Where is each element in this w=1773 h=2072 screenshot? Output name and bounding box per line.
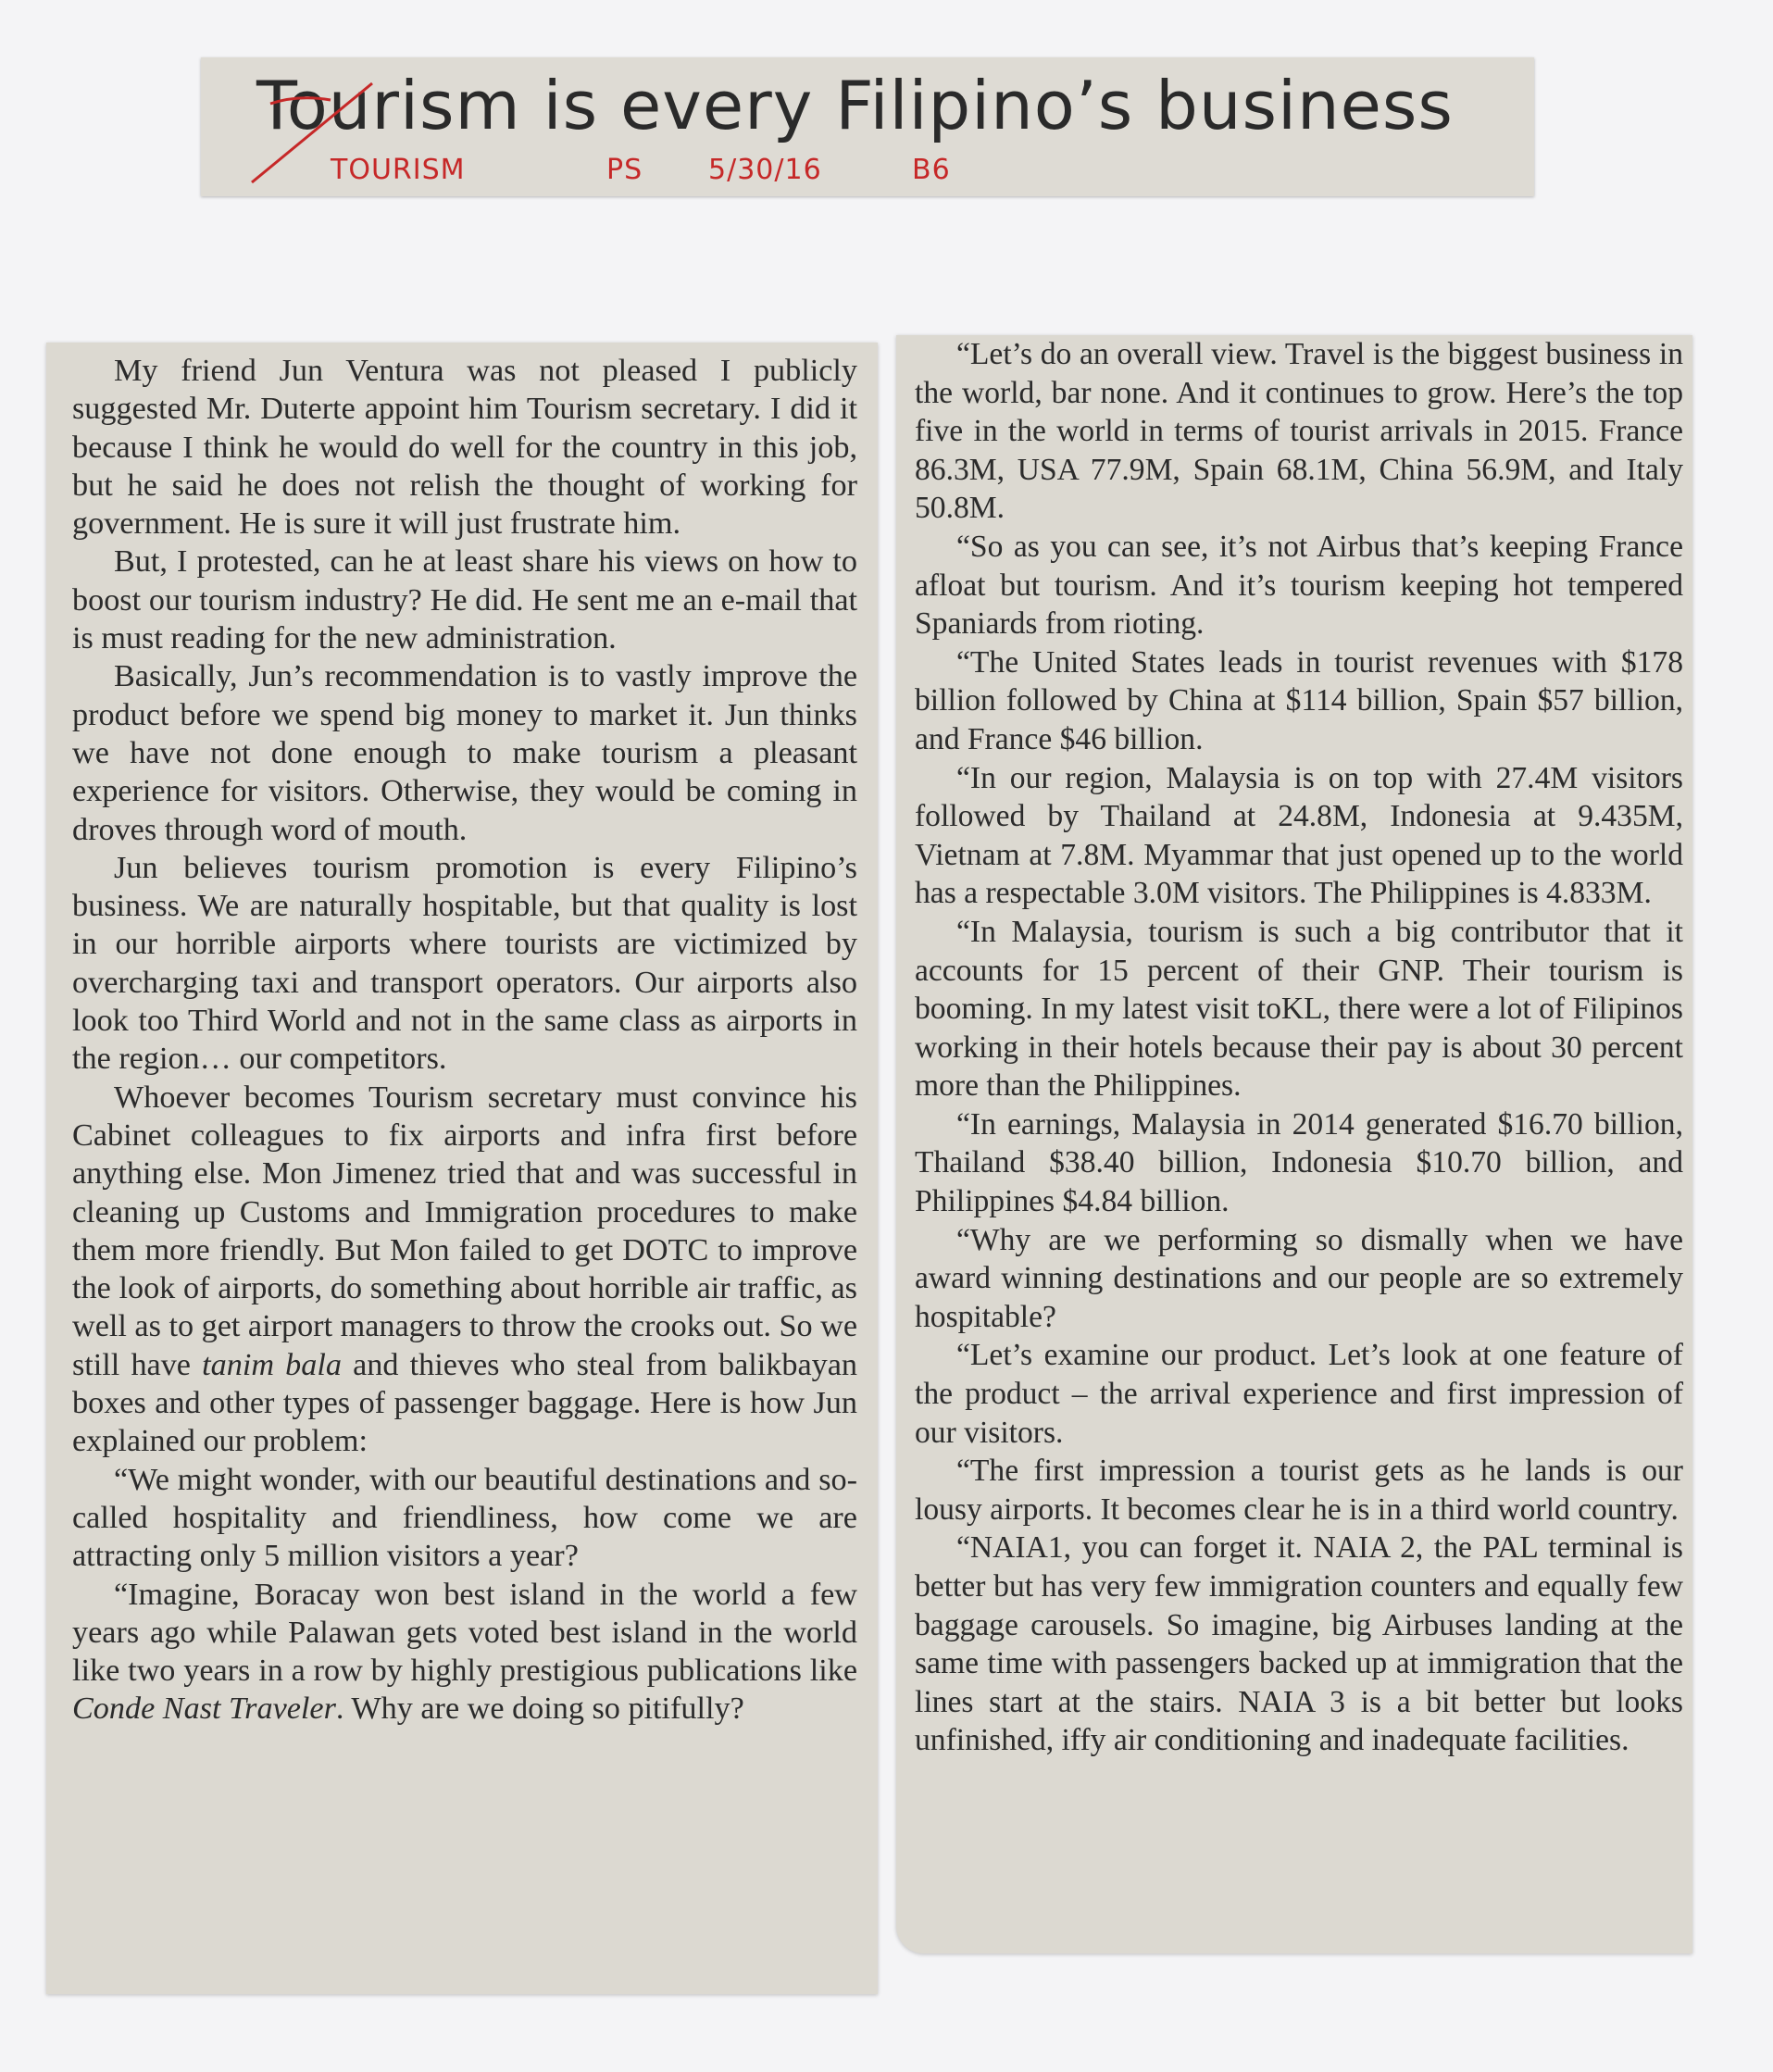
paragraph: Basically, Jun’s recommendation is to vastly improve the product before we spend big money to market it. Jun thinks we have not done enough to make tourism a pleasant experience for visitors. Otherwise, they would be coming in droves through word of mouth. (72, 659, 857, 847)
paragraph: “Let’s do an overall view. Travel is the biggest business in the world, bar none. And it continues to grow. Here’s the top five in the world in terms of tourist arrivals in 2015. France 86.3M, USA 77.9M, Spain 68.1M, China 56.9M, and Italy 50.8M. (915, 337, 1683, 526)
paragraph: “We might wonder, with our beautiful destinations and so-called hospitality and friendliness, how come we are attracting only 5 million visitors a year? (72, 1462, 857, 1574)
paragraph: “NAIA1, you can forget it. NAIA 2, the PAL terminal is better but has very few immigration counters and equally few baggage carousels. So imagine, big Airbuses landing at the same time with passengers backed up at immigration that the lines start at the stairs. NAIA 3 is a bit better but looks unfinished, iffy air conditioning and inadequate facilities. (915, 1530, 1683, 1758)
paragraph: But, I protested, can he at least share his views on how to boost our tourism industry? He did. He sent me an e-mail that is must reading for the new administration. (72, 544, 857, 656)
article-column-left (46, 343, 878, 1994)
paragraph: Whoever becomes Tourism secretary must convince his Cabinet colleagues to fix airports and infra first before anything else. Mon Jimenez tried that and was successful in cleaning up Customs and Immigration procedures to make them more friendly. But Mon failed to get DOTC to improve the look of airports, do something about horrible air traffic, as well as to get airport managers to throw the crooks out. So we still have tanim bala and thieves who steal from balikbayan boxes and other types of passenger baggage. Here is how Jun explained our problem: (72, 1080, 858, 1459)
headline-clipping (201, 57, 1534, 196)
paragraph: “The first impression a tourist gets as he lands is our lousy airports. It becomes clear he is in a third world country. (915, 1454, 1683, 1527)
paragraph: Jun believes tourism promotion is every Filipino’s business. We are naturally hospitable, but that quality is lost in our horrible airports where tourists are victimized by overcharging taxi and transport operators. Our airports also look too Third World and not in the same class as airports in the region… our competitors. (72, 850, 857, 1077)
paragraph: “The United States leads in tourist revenues with $178 billion followed by China at $114 billion, Spain $57 billion, and France $46 billion. (915, 644, 1683, 756)
column-text-right (915, 335, 1683, 1760)
annotation-paper: PS (606, 154, 643, 186)
annotation-date: 5/30/16 (708, 154, 822, 186)
paragraph: “In Malaysia, tourism is such a big contributor that it accounts for 15 percent of their GNP. Their tourism is booming. In my latest visit toKL, there were a lot of Filipinos working in their hotels because their pay is about 30 percent more than the Philippines. (915, 914, 1683, 1104)
paragraph: “So as you can see, it’s not Airbus that’s keeping France afloat but tourism. And it’s tourism keeping hot tempered Spaniards from rioting. (915, 529, 1683, 642)
annotation-section: TOURISM (331, 154, 466, 186)
paragraph: “In our region, Malaysia is on top with 27.4M visitors followed by Thailand at 24.8M, Indonesia at 9.435M, Vietnam at 7.8M. Myammar that just opened up to the world has a respectable 3.0M visitors. The Philippines is 4.833M. (915, 760, 1683, 911)
paragraph: “Let’s examine our product. Let’s look at one feature of the product – the arrival experience and first impression of our visitors. (915, 1338, 1683, 1450)
annotation-page: B6 (912, 154, 951, 186)
paragraph: “Imagine, Boracay won best island in the world a few years ago while Palawan gets voted best island in the world like two years in a row by highly prestigious publications like Conde Nast Traveler. Why are we doing so pitifully? (72, 1577, 857, 1727)
article-column-right (896, 335, 1692, 1953)
paragraph: “Why are we performing so dismally when we have award winning destinations and our people are so extremely hospitable? (915, 1222, 1683, 1334)
paragraph: My friend Jun Ventura was not pleased I publicly suggested Mr. Duterte appoint him Tourism secretary. I did it because I think he would do well for the country in this job, but he said he does not relish the thought of working for government. He is sure it will just frustrate him. (72, 354, 857, 542)
paragraph: “In earnings, Malaysia in 2014 generated $16.70 billion, Thailand $38.40 billion, Indonesia $10.70 billion, and Philippines $4.84 billion. (915, 1106, 1683, 1219)
headline: Tourism is every Filipino’s business (256, 67, 1454, 144)
column-text-left (72, 352, 857, 1729)
